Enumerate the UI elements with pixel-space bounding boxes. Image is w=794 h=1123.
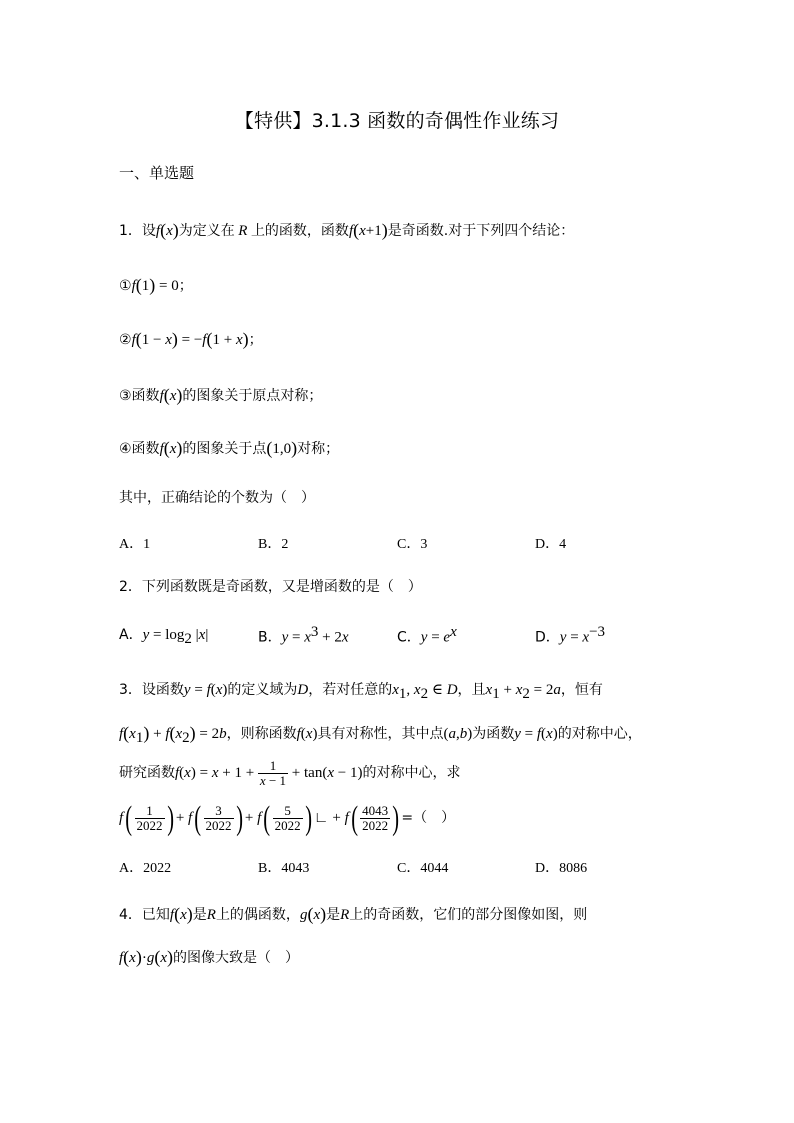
q1-option-c: C．3 xyxy=(397,537,428,552)
q1-conclusion-3: ③函数f(x)的图象关于原点对称； xyxy=(119,385,323,405)
question-3-line-4: f( $\frac{1}{2022}$ ) + f( $\frac{3}{2022}$ ) + f( $\frac{5}{2022}$ ) ∟ + f( $\frac{4043}{2022}$ ) =（ ） xyxy=(119,799,456,837)
q1-conclusion-4: ④函数f(x)的图象关于点(1,0)对称； xyxy=(119,438,340,458)
question-3-line-3: 研究函数f(x) = x + 1 + $\frac{1}{x - 1}$ + tan(x − 1)的对称中心，求 xyxy=(119,758,461,789)
q1-question: 其中，正确结论的个数为（ ） xyxy=(119,490,315,506)
q1-conclusion-2: ②f(1 − x) = −f(1 + x)； xyxy=(119,329,263,349)
q3-option-c: C．4044 xyxy=(397,861,449,876)
q1-option-b: B．2 xyxy=(258,537,289,552)
question-2-stem: 2．下列函数既是奇函数，又是增函数的是（ ） xyxy=(119,579,422,595)
question-4-line-2: f(x)·g(x)的图像大致是（ ） xyxy=(119,947,300,967)
q3-option-d: D．8086 xyxy=(535,861,588,876)
question-3-line-1: 3．设函数y = f(x)的定义域为D，若对任意的$x_1$, $x_2$ ∈ D，且$x_1 + x_2 = 2a$，恒有 xyxy=(119,682,603,702)
q1-option-a: A．1 xyxy=(119,537,151,552)
q1-conclusion-1: ①f(1) = 0； xyxy=(119,275,193,295)
section-heading: 一、单选题 xyxy=(119,164,195,182)
q2-option-c: C．$y = e^x$ xyxy=(397,624,457,646)
q2-option-b: B．$y = x^3 + 2x$ xyxy=(258,624,349,646)
question-3-line-2: $f(x_1) + f(x_2) = 2b$，则称函数f(x)具有对称性，其中点(a,b)为函数y = f(x)的对称中心， xyxy=(119,723,642,746)
page-title: 【特供】3.1.3 函数的奇偶性作业练习 xyxy=(234,110,560,132)
q2-option-d: D．$y = x^{-3}$ xyxy=(535,624,606,646)
question-4-line-1: 4．已知f(x)是R上的偶函数，g(x)是R上的奇函数，它们的部分图像如图，则 xyxy=(119,904,588,924)
q3-option-a: A．2022 xyxy=(119,861,172,876)
q2-option-a: A．$y = \log_2 |x|$ xyxy=(119,627,209,647)
q3-option-b: B．4043 xyxy=(258,861,310,876)
question-1-stem: 1．设f(x)为定义在 R 上的函数，函数f(x+1)是奇函数.对于下列四个结论： xyxy=(119,220,575,240)
q1-option-d: D．4 xyxy=(535,537,567,552)
